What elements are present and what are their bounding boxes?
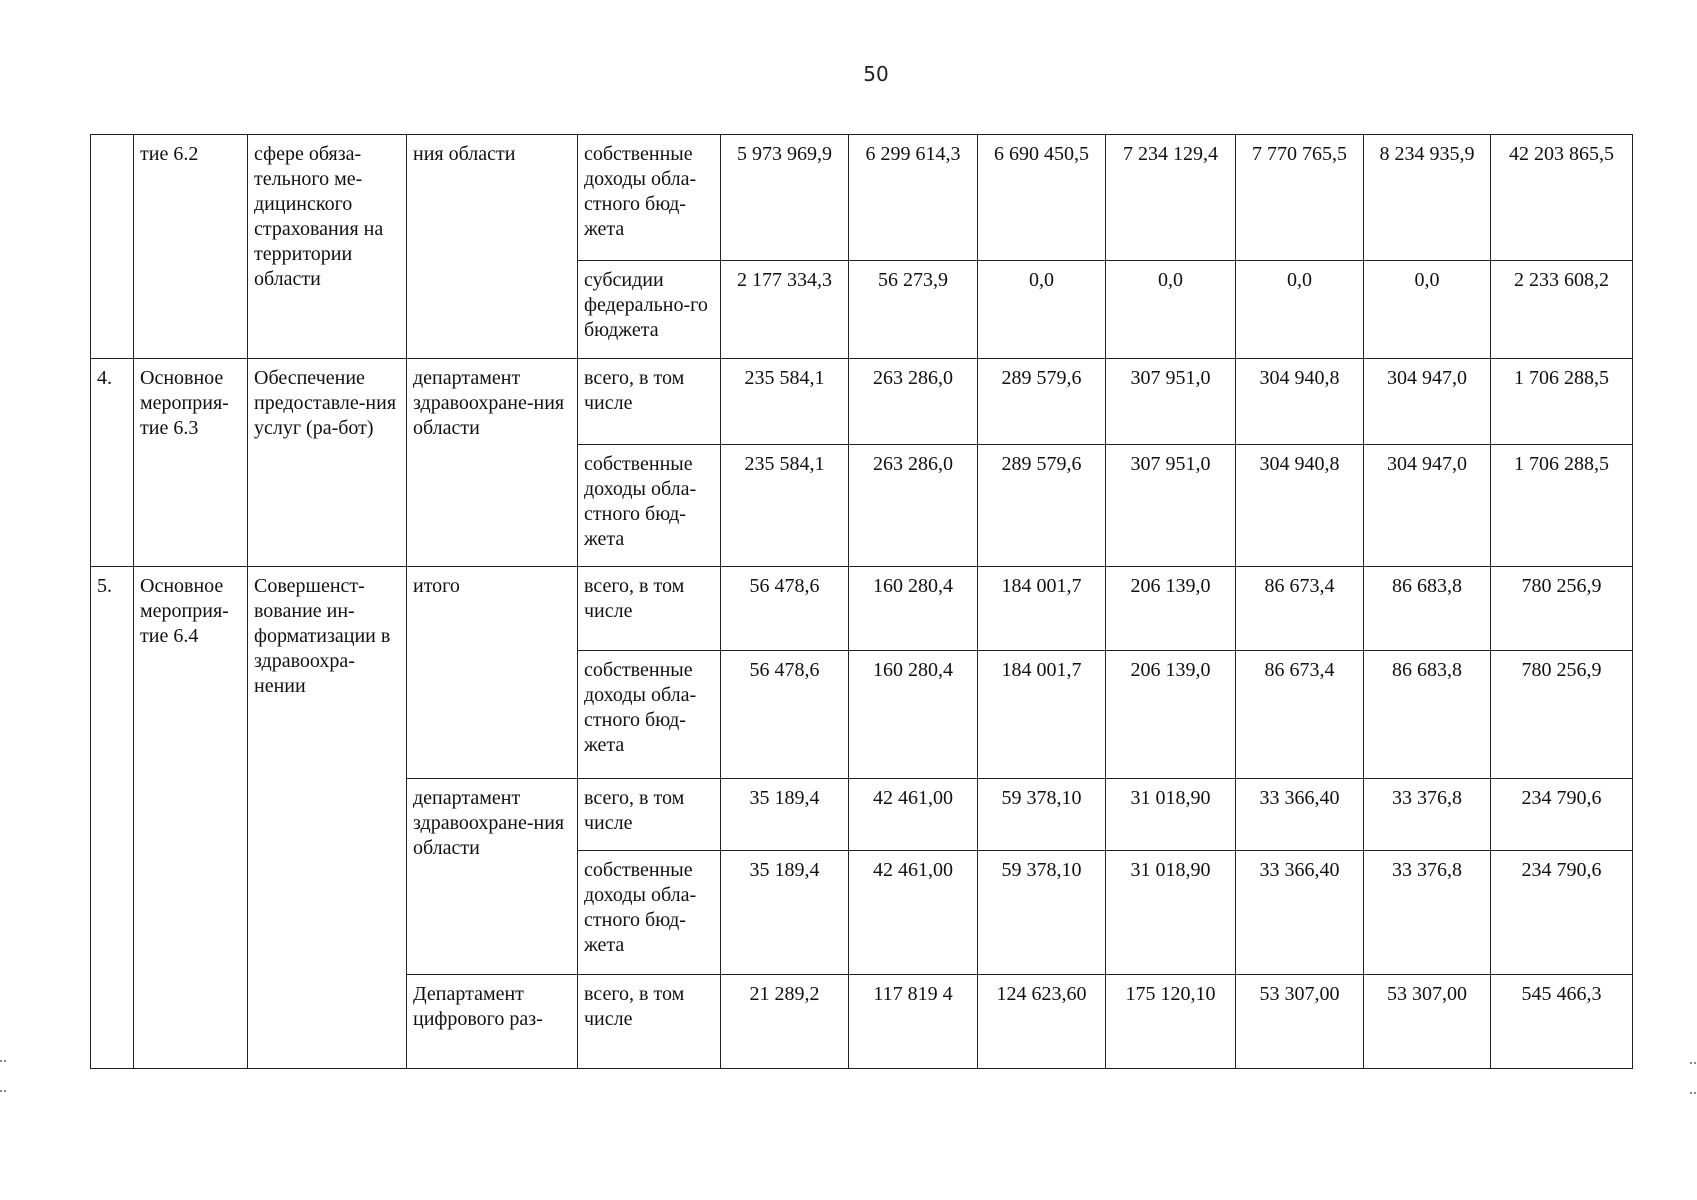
table-cell: Основное мероприя-тие 6.3	[134, 359, 248, 567]
table-cell-value: 21 289,2	[721, 975, 849, 1069]
table-cell: Совершенст-вование ин-форматизации в здравоохра-нении	[248, 567, 407, 1069]
table-cell: субсидии федерально-го бюджета	[578, 261, 721, 359]
table-cell: всего, в том числе	[578, 359, 721, 445]
table-cell: собственные доходы обла-стного бюд-жета	[578, 851, 721, 975]
table-cell	[91, 135, 134, 359]
table-cell-value: 780 256,9	[1491, 567, 1633, 651]
table-cell-value: 175 120,10	[1106, 975, 1236, 1069]
table-cell-value: 6 299 614,3	[849, 135, 978, 261]
table-cell-value: 304 940,8	[1236, 445, 1364, 567]
table-cell: Департамент цифрового раз-	[407, 975, 578, 1069]
table-cell-value: 160 280,4	[849, 651, 978, 779]
table-cell-value: 0,0	[978, 261, 1106, 359]
budget-table	[90, 134, 1633, 1069]
table-row	[91, 567, 1633, 651]
table-cell-value: 0,0	[1106, 261, 1236, 359]
table-cell: тие 6.2	[134, 135, 248, 359]
table-cell: 4.	[91, 359, 134, 567]
table-cell-value: 0,0	[1364, 261, 1491, 359]
table-cell-value: 86 683,8	[1364, 651, 1491, 779]
table-cell-value: 8 234 935,9	[1364, 135, 1491, 261]
table-cell-value: 31 018,90	[1106, 851, 1236, 975]
table-cell-value: 0,0	[1236, 261, 1364, 359]
table-cell: сфере обяза-тельного ме-дицинского страхования на территории области	[248, 135, 407, 359]
table-cell-value: 35 189,4	[721, 779, 849, 851]
table-row	[91, 359, 1633, 445]
table-cell-value: 33 366,40	[1236, 851, 1364, 975]
table-cell-value: 42 461,00	[849, 851, 978, 975]
table-cell-value: 42 461,00	[849, 779, 978, 851]
table-cell: Обеспечение предоставле-ния услуг (ра-бот)	[248, 359, 407, 567]
table-cell-value: 206 139,0	[1106, 651, 1236, 779]
table-cell: 5.	[91, 567, 134, 1069]
table-cell-value: 53 307,00	[1236, 975, 1364, 1069]
table-cell-value: 545 466,3	[1491, 975, 1633, 1069]
table-cell-value: 33 376,8	[1364, 779, 1491, 851]
table-cell-value: 53 307,00	[1364, 975, 1491, 1069]
budget-table-body	[91, 135, 1633, 1069]
margin-scan-mark-right	[1690, 1062, 1696, 1094]
table-cell-value: 307 951,0	[1106, 359, 1236, 445]
table-cell: ния области	[407, 135, 578, 359]
table-cell-value: 117 819 4	[849, 975, 978, 1069]
table-cell-value: 33 366,40	[1236, 779, 1364, 851]
table-cell-value: 7 770 765,5	[1236, 135, 1364, 261]
table-cell-value: 263 286,0	[849, 359, 978, 445]
table-cell-value: 42 203 865,5	[1491, 135, 1633, 261]
table-cell: итого	[407, 567, 578, 779]
table-cell-value: 86 673,4	[1236, 567, 1364, 651]
table-cell-value: 184 001,7	[978, 567, 1106, 651]
table-cell-value: 289 579,6	[978, 359, 1106, 445]
table-cell-value: 206 139,0	[1106, 567, 1236, 651]
table-cell-value: 56 478,6	[721, 567, 849, 651]
table-cell: собственные доходы обла-стного бюд-жета	[578, 651, 721, 779]
table-cell-value: 2 177 334,3	[721, 261, 849, 359]
table-cell-value: 7 234 129,4	[1106, 135, 1236, 261]
table-cell-value: 234 790,6	[1491, 779, 1633, 851]
table-cell-value: 235 584,1	[721, 359, 849, 445]
table-cell-value: 56 478,6	[721, 651, 849, 779]
table-cell-value: 184 001,7	[978, 651, 1106, 779]
table-cell: собственные доходы обла-стного бюд-жета	[578, 445, 721, 567]
table-cell-value: 124 623,60	[978, 975, 1106, 1069]
table-cell: всего, в том числе	[578, 567, 721, 651]
table-cell: всего, в том числе	[578, 779, 721, 851]
table-cell: департамент здравоохране-ния области	[407, 779, 578, 975]
table-cell-value: 780 256,9	[1491, 651, 1633, 779]
table-cell-value: 1 706 288,5	[1491, 445, 1633, 567]
table-cell-value: 86 683,8	[1364, 567, 1491, 651]
table-cell-value: 234 790,6	[1491, 851, 1633, 975]
table-cell-value: 304 940,8	[1236, 359, 1364, 445]
table-cell-value: 33 376,8	[1364, 851, 1491, 975]
table-cell-value: 35 189,4	[721, 851, 849, 975]
table-row	[91, 135, 1633, 261]
table-cell-value: 56 273,9	[849, 261, 978, 359]
table-cell-value: 304 947,0	[1364, 445, 1491, 567]
table-cell-value: 6 690 450,5	[978, 135, 1106, 261]
table-cell: департамент здравоохране-ния области	[407, 359, 578, 567]
table-cell-value: 59 378,10	[978, 851, 1106, 975]
table-cell-value: 59 378,10	[978, 779, 1106, 851]
table-cell-value: 235 584,1	[721, 445, 849, 567]
table-cell-value: 307 951,0	[1106, 445, 1236, 567]
table-cell-value: 160 280,4	[849, 567, 978, 651]
table-cell: собственные доходы обла-стного бюд-жета	[578, 135, 721, 261]
table-cell-value: 5 973 969,9	[721, 135, 849, 261]
table-cell-value: 31 018,90	[1106, 779, 1236, 851]
margin-scan-mark-left	[0, 1060, 6, 1092]
table-cell-value: 86 673,4	[1236, 651, 1364, 779]
table-cell-value: 2 233 608,2	[1491, 261, 1633, 359]
table-cell-value: 304 947,0	[1364, 359, 1491, 445]
table-cell: всего, в том числе	[578, 975, 721, 1069]
table-cell-value: 263 286,0	[849, 445, 978, 567]
page-number: 50	[863, 62, 889, 86]
table-cell-value: 1 706 288,5	[1491, 359, 1633, 445]
table-cell-value: 289 579,6	[978, 445, 1106, 567]
table-cell: Основное мероприя-тие 6.4	[134, 567, 248, 1069]
